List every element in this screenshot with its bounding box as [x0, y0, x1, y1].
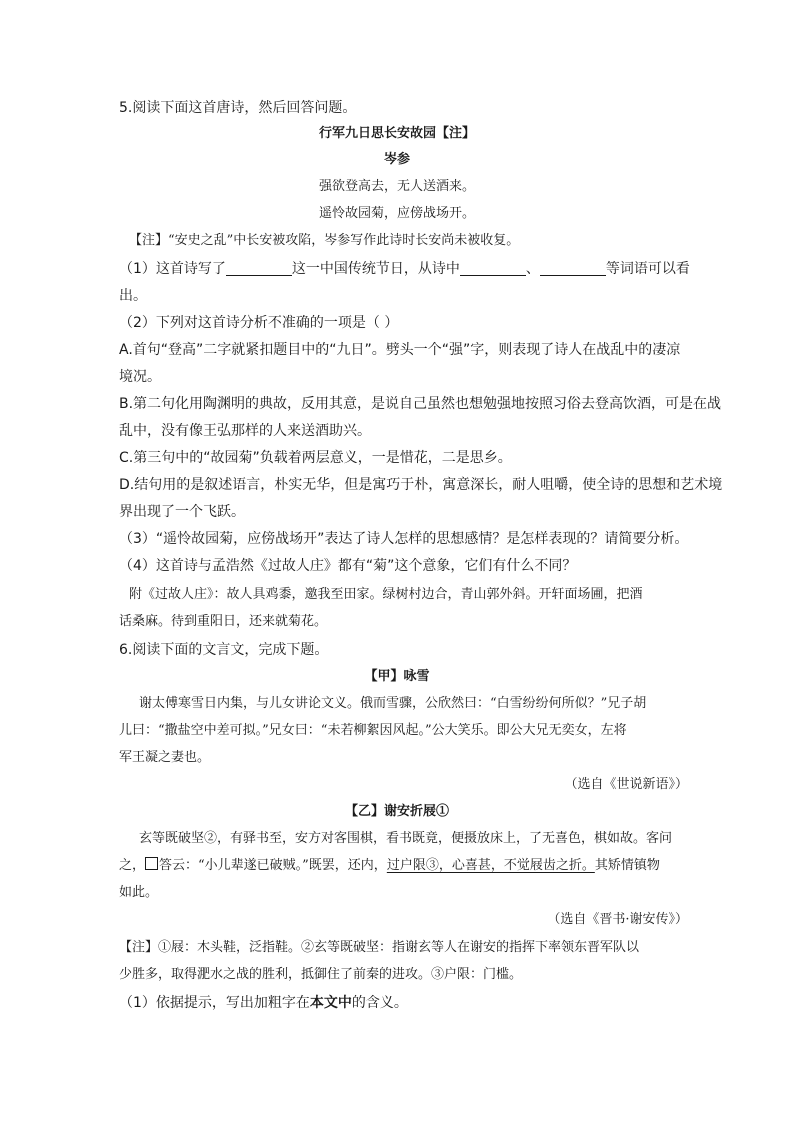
q5-sub1 — [119, 259, 690, 279]
option-b-line-1: B.第二句化用陶渊明的典故，反用其意，是说自己虽然也想勉强地按照习俗去登高饮酒，可是在战 — [119, 396, 722, 412]
option-c: C.第三句中的“故园菊”负载着两层意义，一是惜花，二是思乡。 — [119, 450, 512, 466]
yi-title: 【乙】谢安折屐① — [344, 804, 449, 819]
poem-line-1: 强欲登高去，无人送酒来。 — [318, 179, 475, 194]
yi-line-2-d: 其矫情镇物 — [594, 858, 660, 873]
yi-line-3: 如此。 — [119, 885, 159, 900]
q5-sub2: （2）下列对这首诗分析不准确的一项是（ ） — [119, 315, 399, 331]
appendix-line-2: 话桑麻。待到重阳日，还来就菊花。 — [119, 614, 328, 629]
blank-box[interactable] — [145, 857, 158, 870]
option-b-line-2: 乱中，没有像王弘那样的人来送酒助兴。 — [119, 423, 371, 439]
q5-sub1-cont: 出。 — [119, 288, 147, 304]
option-d-line-2: 界出现了一个飞跃。 — [119, 504, 245, 520]
q5-sub1-text-b: 这一中国传统节日，从诗中 — [291, 261, 460, 277]
q5-sub3: （3）“遥怜故园菊，应傍战场开”表达了诗人怎样的思想感情？是怎样表现的？请简要分析。 — [119, 531, 689, 547]
appendix-line-1: 附《过故人庄》：故人具鸡黍，邀我至田家。绿树村边合，青山郭外斜。开轩面场圃，把酒 — [129, 587, 643, 602]
poem-line-2: 遥怜故园菊，应傍战场开。 — [318, 206, 475, 221]
yi-line-2-b: 答云：“小儿辈遂已破贼。”既罢，还内， — [159, 858, 387, 873]
answer-blank-3[interactable] — [540, 260, 606, 276]
answer-blank-2[interactable] — [460, 260, 526, 276]
yi-line-1: 玄等既破坚②，有驿书至，安方对客围棋，看书既竟，便摄放床上，了无喜色，棋如故。客问 — [139, 831, 673, 846]
jia-line-1: 谢太傅寒雪日内集，与儿女讲论文义。俄而雪骤，公欣然曰：“白雪纷纷何所似？”兄子胡 — [139, 696, 647, 711]
option-d-line-1: D.结句用的是叙述语言，朴实无华，但是寓巧于朴，寓意深长，耐人咀嚼，使全诗的思想和艺术境 — [119, 477, 723, 493]
underlined-sentence: 过户限③，心喜甚，不觉屐齿之折。 — [386, 858, 595, 873]
q6-sub1 — [119, 993, 679, 1013]
q6-note-line-2: 少胜多，取得淝水之战的胜利，抵御住了前秦的进攻。③户限：门槛。 — [119, 967, 523, 982]
option-a-line-1: A.首句“登高”二字就紧扣题目中的“九日”。劈头一个“强”字，则表现了诗人在战乱中的凄凉 — [119, 342, 681, 358]
q5-header: 5.阅读下面这首唐诗，然后回答问题。 — [119, 100, 357, 116]
q5-sub1-text-d: 等词语可以看 — [605, 261, 690, 277]
poem-author: 岑参 — [383, 152, 410, 167]
q5-sub1-text-a: （1）这首诗写了 — [119, 261, 226, 277]
yi-line-2-a: 之， — [119, 858, 146, 873]
yi-source: （选自《晋书·谢安传》） — [547, 912, 688, 927]
poem-note: 【注】“安史之乱”中长安被攻陷，岑参写作此诗时长安尚未被收复。 — [129, 233, 520, 248]
q6-sub1-bold: 本文中 — [309, 995, 352, 1011]
yi-line-2 — [119, 856, 679, 876]
option-a-line-2: 境况。 — [119, 369, 161, 385]
jia-title: 【甲】咏雪 — [364, 669, 430, 684]
answer-blank-1[interactable] — [226, 260, 292, 276]
q5-sub4: （4）这首诗与孟浩然《过故人庄》都有“菊”这个意象，它们有什么不同？ — [119, 558, 577, 574]
q6-note-line-1: 【注】①屐：木头鞋，泛指鞋。②玄等既破坚：指谢玄等人在谢安的指挥下率领东晋军队以 — [119, 940, 640, 955]
jia-source: （选自《世说新语》） — [564, 777, 688, 792]
poem-title: 行军九日思长安故园【注】 — [318, 126, 475, 141]
q6-sub1-a: （1）依据提示，写出加粗字在 — [119, 995, 310, 1011]
jia-line-2: 儿曰：“撒盐空中差可拟。”兄女曰：“未若柳絮因风起。”公大笑乐。即公大兄无奕女，左将 — [119, 723, 627, 738]
q6-sub1-c: 的含义。 — [351, 995, 408, 1011]
jia-line-3: 军王凝之妻也。 — [119, 750, 211, 765]
q5-sub1-text-c: 、 — [525, 261, 540, 277]
q6-header: 6.阅读下面的文言文，完成下题。 — [119, 642, 329, 658]
